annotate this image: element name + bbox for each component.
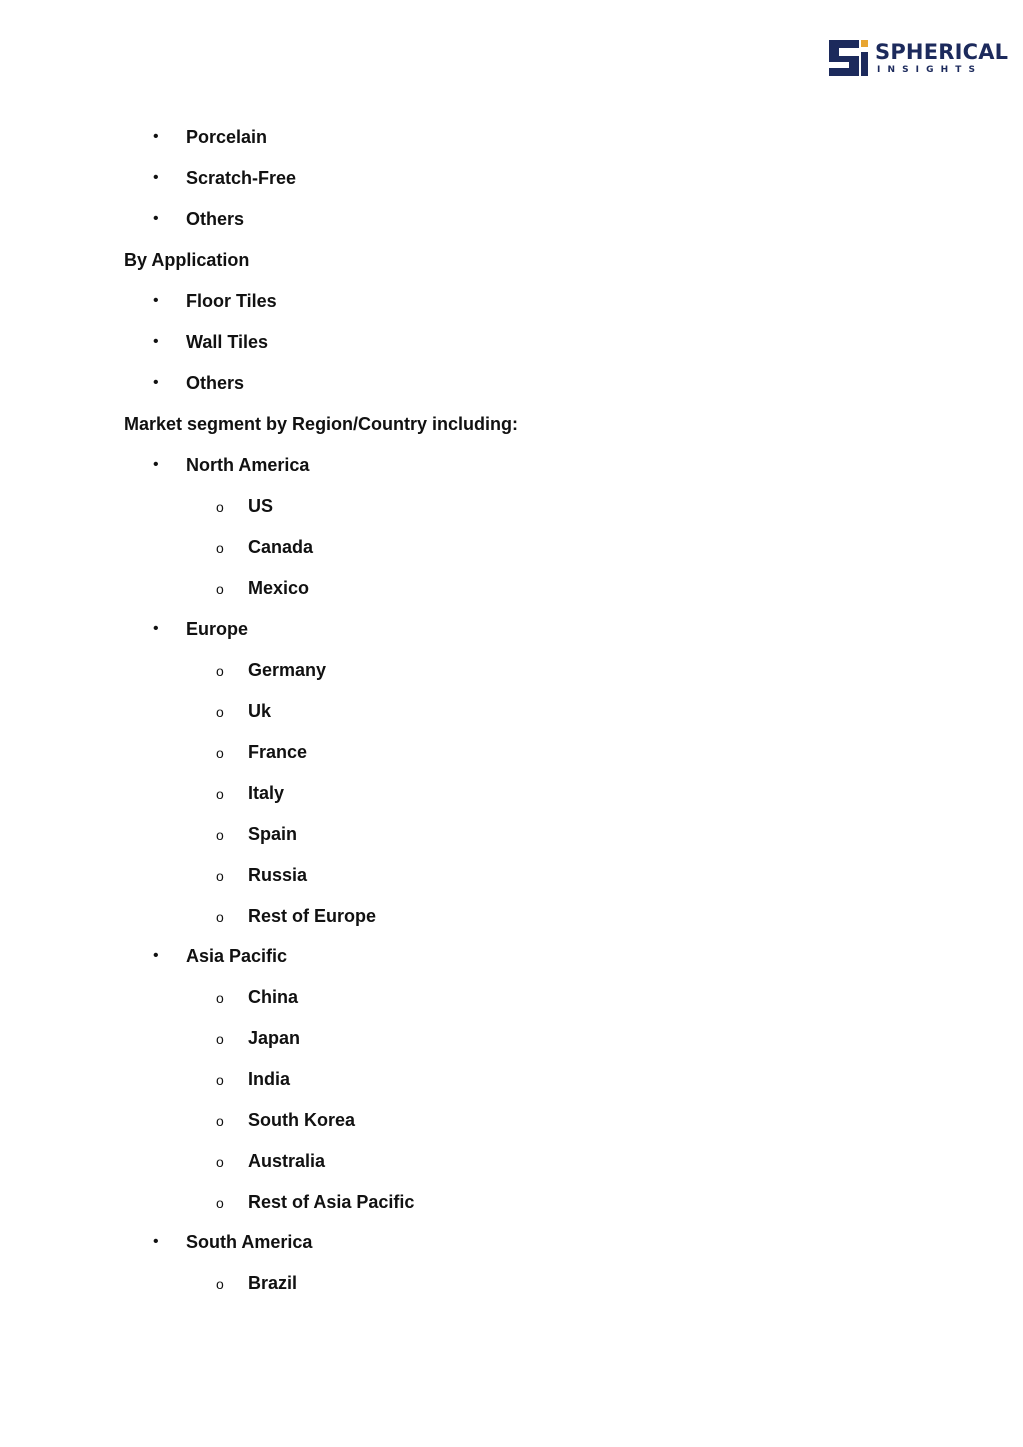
- bullet-icon: •: [153, 1233, 159, 1250]
- application-heading: By Application: [124, 250, 250, 270]
- bullet-icon: •: [153, 128, 159, 145]
- country-name: China: [248, 987, 299, 1007]
- country-name: Rest of Europe: [248, 906, 377, 926]
- circle-bullet-icon: o: [216, 868, 224, 884]
- circle-bullet-icon: o: [216, 540, 224, 556]
- circle-bullet-icon: o: [216, 1276, 224, 1292]
- bullet-icon: •: [153, 292, 159, 309]
- circle-bullet-icon: o: [216, 1072, 224, 1088]
- country-name: Italy: [248, 783, 285, 803]
- circle-bullet-icon: o: [216, 1031, 224, 1047]
- circle-bullet-icon: o: [216, 1154, 224, 1170]
- region-name: North America: [186, 455, 310, 475]
- country-name: Mexico: [248, 578, 310, 598]
- logo-wordmark: SPHERICAL: [875, 40, 1009, 64]
- list-item-text: Others: [186, 209, 245, 229]
- country-name: Germany: [248, 660, 327, 680]
- bullet-icon: •: [153, 210, 159, 227]
- list-item-text: Others: [186, 373, 245, 393]
- circle-bullet-icon: o: [216, 1113, 224, 1129]
- logo-subtitle: INSIGHTS: [877, 65, 983, 75]
- bullet-icon: •: [153, 620, 159, 637]
- region-name: Europe: [186, 619, 249, 639]
- bullet-icon: •: [153, 947, 159, 964]
- circle-bullet-icon: o: [216, 1195, 224, 1211]
- country-name: Rest of Asia Pacific: [248, 1192, 415, 1212]
- bullet-icon: •: [153, 374, 159, 391]
- list-item-text: Wall Tiles: [186, 332, 269, 352]
- circle-bullet-icon: o: [216, 663, 224, 679]
- country-name: Uk: [248, 701, 272, 721]
- circle-bullet-icon: o: [216, 786, 224, 802]
- bullet-icon: •: [153, 333, 159, 350]
- circle-bullet-icon: o: [216, 704, 224, 720]
- country-name: France: [248, 742, 308, 762]
- country-name: India: [248, 1069, 291, 1089]
- list-item-text: Porcelain: [186, 127, 268, 147]
- region-name: Asia Pacific: [186, 946, 288, 966]
- country-name: US: [248, 496, 274, 516]
- circle-bullet-icon: o: [216, 499, 224, 515]
- country-name: Russia: [248, 865, 308, 885]
- country-name: Japan: [248, 1028, 301, 1048]
- country-name: Canada: [248, 537, 314, 557]
- circle-bullet-icon: o: [216, 745, 224, 761]
- circle-bullet-icon: o: [216, 581, 224, 597]
- circle-bullet-icon: o: [216, 827, 224, 843]
- country-name: Spain: [248, 824, 298, 844]
- logo-mark-icon: [829, 40, 869, 76]
- spherical-insights-logo: [829, 40, 1009, 76]
- list-item-text: Floor Tiles: [186, 291, 277, 311]
- bullet-icon: •: [153, 169, 159, 186]
- country-name: Brazil: [248, 1273, 298, 1293]
- country-name: South Korea: [248, 1110, 356, 1130]
- country-name: Australia: [248, 1151, 326, 1171]
- region-heading: Market segment by Region/Country including:: [124, 414, 519, 434]
- circle-bullet-icon: o: [216, 990, 224, 1006]
- region-name: South America: [186, 1232, 313, 1252]
- list-item-text: Scratch-Free: [186, 168, 297, 188]
- bullet-icon: •: [153, 456, 159, 473]
- circle-bullet-icon: o: [216, 909, 224, 925]
